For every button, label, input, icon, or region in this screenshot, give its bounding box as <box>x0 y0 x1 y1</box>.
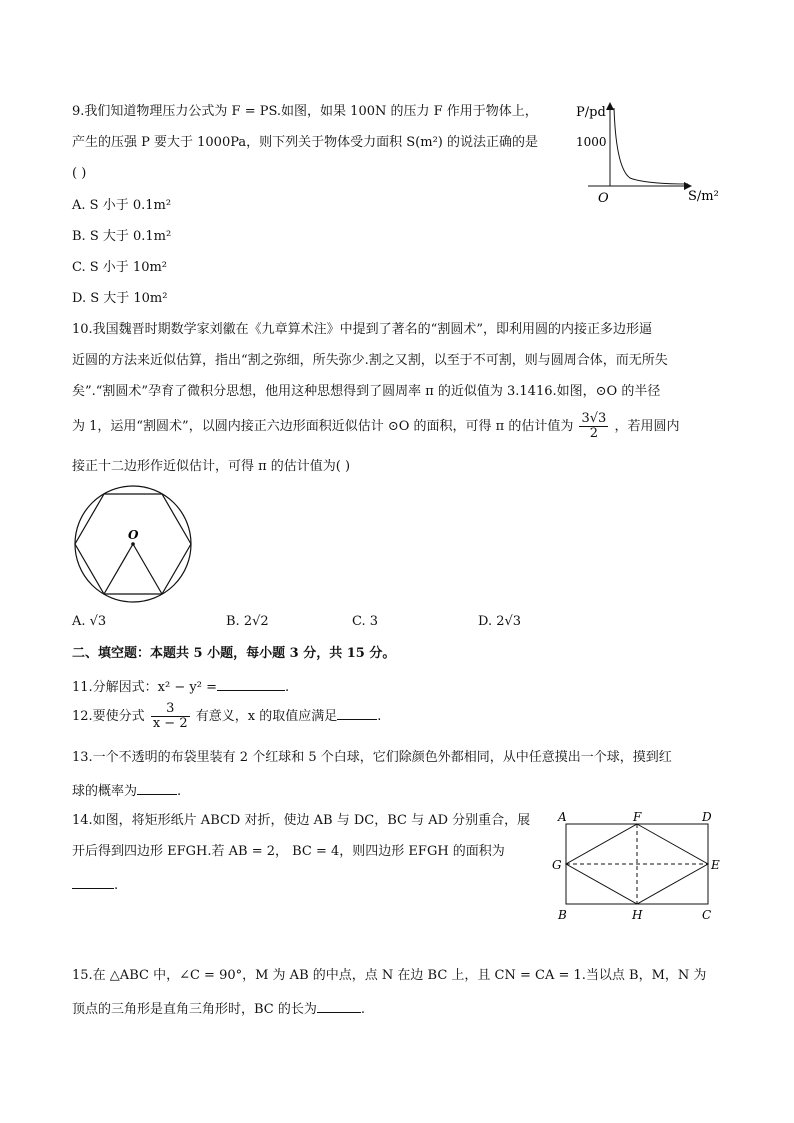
q10-option-d: D. 2√3 <box>478 614 522 629</box>
label-c: C <box>702 908 712 922</box>
q9-option-c: C. S 小于 10m² <box>72 260 167 275</box>
q14-line2: 开后得到四边形 EFGH.若 AB = 2， BC = 4，则四边形 EFGH 的面积为 <box>72 844 505 859</box>
q14-line3 <box>72 874 118 895</box>
q11 <box>72 676 289 697</box>
q10-line4-end: ，若用圆内 <box>614 419 680 434</box>
q9-line1: 9.我们知道物理压力公式为 F = PS.如图，如果 100N 的压力 F 作用于物体上， <box>72 104 538 119</box>
q12-fraction <box>151 702 190 731</box>
q12-fraction-denominator: x − 2 <box>152 716 188 731</box>
label-b: B <box>558 908 567 922</box>
q9-answer-paren: ( ) <box>72 166 87 181</box>
label-g: G <box>552 858 562 872</box>
q10-option-b: B. 2√2 <box>226 614 269 629</box>
q13-line1: 13.一个不透明的布袋里装有 2 个红球和 5 个白球，它们除颜色外都相同，从中任意摸出一个球，摸到红 <box>72 750 672 765</box>
q12-pre: 12.要使分式 <box>72 709 145 724</box>
q15-line2-text: 顶点的三角形是直角三角形时，BC 的长为 <box>72 1002 317 1017</box>
q12-post: 有意义，x 的取值应满足 <box>195 709 338 724</box>
q13-line2 <box>72 780 181 801</box>
q14-line1: 14.如图，将矩形纸片 ABCD 对折，使边 AB 与 DC，BC 与 AD 分别重合，展 <box>72 813 531 828</box>
q10-option-a: A. √3 <box>72 614 107 629</box>
q14-end: . <box>114 878 119 893</box>
hyperbola-curve <box>614 108 688 184</box>
q11-end: . <box>284 680 290 695</box>
q10-line3: 矣”.“割圆术”孕育了微积分思想，他用这种思想得到了圆周率 π 的近似值为 3.1416.如图，⊙O 的半径 <box>72 384 661 399</box>
q12-end: . <box>377 709 382 724</box>
q10-line5: 接正十二边形作近似估计，可得 π 的估计值为( ) <box>72 459 351 474</box>
q15-line2 <box>72 998 365 1019</box>
q10-line4 <box>72 412 679 442</box>
origin-label: O <box>598 191 609 206</box>
q13-end: . <box>177 784 182 799</box>
q11-text: 11.分解因式：x² − y² = <box>72 680 217 695</box>
q14-answer-blank <box>72 874 114 889</box>
q9-option-b: B. S 大于 0.1m² <box>72 229 172 244</box>
q13-line2-text: 球的概率为 <box>72 784 138 799</box>
q11-answer-blank <box>217 676 285 691</box>
q10-line1: 10.我国魏晋时期数学家刘徽在《九章算术注》中提到了著名的“割圆术”，即利用圆的内接正多边形逼 <box>72 322 652 337</box>
center-point <box>131 542 135 546</box>
q15-answer-blank <box>317 998 361 1013</box>
q10-hexagon-figure <box>72 484 196 608</box>
q10-option-c: C. 3 <box>352 614 379 629</box>
section-heading: 二、填空题：本题共 5 小题，每小题 3 分，共 15 分。 <box>72 646 396 661</box>
y-tick-label: 1000 <box>576 135 607 149</box>
q10-fraction <box>579 412 608 441</box>
q14-rectangle-figure <box>548 808 728 928</box>
q10-fraction-denominator: 2 <box>589 426 599 441</box>
radius-left <box>104 544 133 594</box>
q9-line2: 产生的压强 P 要大于 1000Pa，则下列关于物体受力面积 S(m²) 的说法正确的是 <box>72 135 538 150</box>
label-h: H <box>632 908 643 922</box>
label-d: D <box>702 810 712 824</box>
x-axis-label: S/m² <box>688 189 719 204</box>
q12-answer-blank <box>337 705 377 720</box>
q10-line2: 近圆的方法来近似估算，指出“割之弥细，所失弥少.割之又割，以至于不可割，则与圆周合体，而无所失 <box>72 353 668 368</box>
q10-fraction-numerator: 3√3 <box>581 411 607 426</box>
center-label: O <box>128 528 139 542</box>
q9-option-a: A. S 小于 0.1m² <box>72 198 172 213</box>
radius-right <box>133 544 162 594</box>
q12-fraction-numerator: 3 <box>151 702 190 717</box>
q13-answer-blank <box>137 780 177 795</box>
q9-option-d: D. S 大于 10m² <box>72 291 168 306</box>
q15-line1: 15.在 △ABC 中，∠C = 90°，M 为 AB 的中点，点 N 在边 BC 上，且 CN = CA = 1.当以点 B，M，N 为 <box>72 968 707 983</box>
label-e: E <box>711 858 720 872</box>
q15-end: . <box>360 1002 366 1017</box>
q9-inverse-graph <box>570 98 730 208</box>
label-f: F <box>633 810 642 824</box>
label-a: A <box>558 810 567 824</box>
q12 <box>72 702 381 732</box>
q10-line4-start: 为 1，运用“割圆术”，以圆内接正六边形面积近似估计 ⊙O 的面积，可得 π 的估计值为 <box>72 419 574 434</box>
y-axis-label: P/pd <box>576 105 606 120</box>
